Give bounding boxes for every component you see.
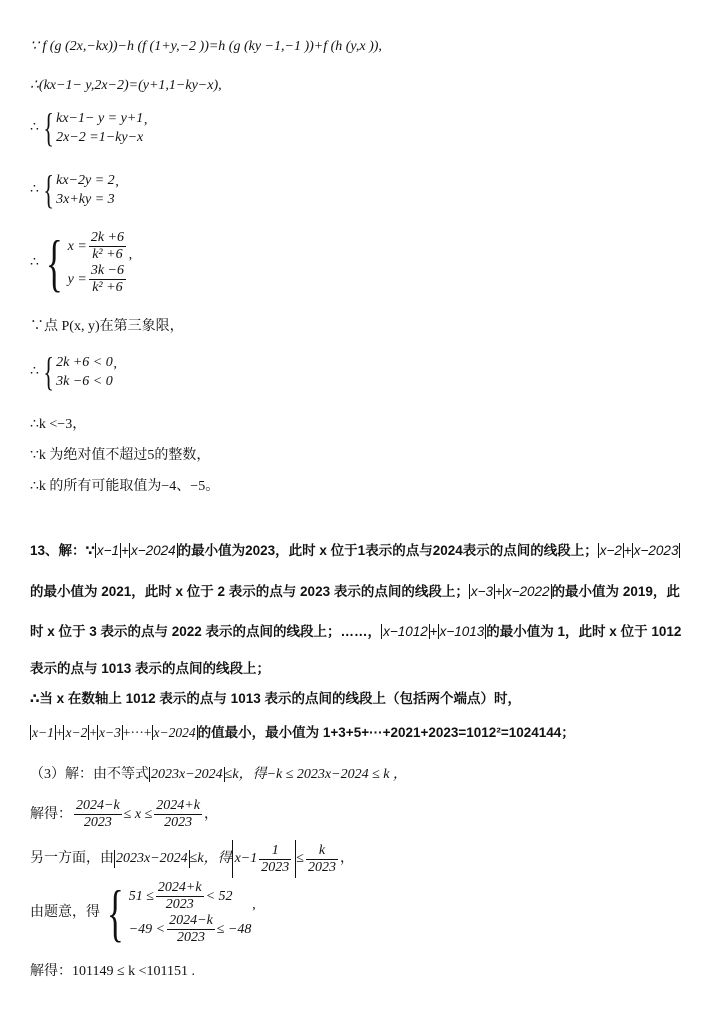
part3-line-2: [30, 798, 218, 831]
text: x−1: [234, 851, 258, 866]
denominator: k² +6: [92, 247, 123, 262]
ellipsis-plus: +···+: [122, 725, 152, 740]
point-quadrant-line: ∵点 P(x, y)在第三象限，: [30, 319, 184, 334]
system-2-row-2: 3x+ky = 3: [56, 192, 115, 207]
numerator: 1: [259, 843, 291, 860]
q13-paragraph-line-4: 表示的点与 1013 表示的点间的线段上；: [30, 661, 271, 676]
abs-expr: 2023x−2024: [151, 767, 223, 782]
abs-expr: x−2024: [153, 725, 196, 740]
text: ，: [203, 806, 218, 822]
abs-expr: x−2: [599, 543, 622, 558]
brace-icon: {: [43, 105, 54, 150]
fraction: [167, 913, 215, 946]
text: −49 <: [128, 922, 166, 937]
denominator: 2023: [83, 815, 112, 830]
brace-icon: {: [43, 349, 54, 394]
text: ≤ −48: [216, 922, 252, 937]
suffix: ’: [251, 905, 257, 920]
part3-line-1: [30, 766, 407, 784]
text: ≤ x ≤: [123, 806, 153, 822]
system-4: [30, 349, 118, 394]
q13-paragraph-line-5: ∴当 x 在数轴上 1012 表示的点与 1013 表示的点间的线段上（包括两个端点）时，: [30, 691, 521, 706]
therefore-symbol: ∴: [30, 120, 39, 135]
denominator: 2023: [307, 859, 336, 875]
text: 解得：: [30, 806, 72, 822]
numerator: 3k −6: [90, 263, 124, 278]
brace-icon: {: [43, 167, 54, 212]
system-3: [30, 227, 133, 298]
therefore-symbol: ∴: [30, 364, 39, 379]
abs-expr: x−2024: [130, 543, 176, 558]
q13-label: 13、解：∵: [30, 543, 95, 558]
system-2: [30, 167, 120, 212]
equation-line-2: ∴(kx−1− y,2x−2)=(y+1,1−ky−x),: [30, 78, 222, 93]
text: ≤k，得−k ≤ 2023x−2024 ≤ k ，: [224, 767, 407, 782]
denominator: 2023: [165, 897, 194, 912]
abs-expr: x−3: [470, 584, 493, 599]
suffix: ’: [112, 364, 118, 379]
text: 由题意，得: [30, 905, 100, 920]
q13-paragraph-line-3: [30, 623, 681, 641]
k-absolute-line: ∵k 为绝对值不超过5的整数，: [30, 448, 211, 463]
text: 另一方面，由: [30, 851, 114, 866]
text: 的最小值为2023，此时 x 位于1表示的点与2024表示的点间的线段上；: [177, 543, 598, 558]
system-3-row-x: [68, 230, 128, 263]
inequality-row-1: [129, 880, 252, 913]
denominator: 2023: [176, 930, 205, 945]
denominator: 2023: [261, 859, 290, 875]
part3-line-3: [30, 840, 354, 878]
brace-icon: {: [45, 227, 63, 298]
abs-expr: 2023x−2024: [116, 851, 188, 866]
brace-icon: {: [106, 877, 124, 948]
system-4-row-2: 3k −6 < 0: [56, 374, 113, 389]
text: ，: [339, 851, 354, 866]
part3-line-4: [30, 877, 257, 948]
suffix: ’: [114, 182, 120, 197]
part3-label: （3）解：由不等式: [30, 767, 149, 782]
denominator: k² +6: [92, 280, 123, 295]
system-1-row-2: 2x−2 =1−ky−x: [56, 130, 144, 145]
system-1-row-1: kx−1− y = y+1: [56, 111, 144, 126]
plus: +: [495, 584, 503, 599]
plus: +: [89, 725, 97, 740]
therefore-symbol: ∴: [30, 182, 39, 197]
abs-expr: x−1012: [383, 624, 428, 639]
fraction: [74, 798, 122, 831]
numerator: 2024−k: [76, 798, 120, 813]
numerator: 2k +6: [90, 230, 124, 245]
fraction: [306, 843, 338, 876]
suffix: ’: [127, 255, 133, 270]
fraction: [156, 880, 204, 913]
label: x =: [67, 239, 87, 254]
text: < 52: [205, 889, 233, 904]
text: 的最小值为 2019，此: [551, 584, 680, 599]
text: ≤k，得: [189, 851, 232, 866]
fraction: [154, 798, 202, 831]
abs-expr: x−1: [96, 543, 120, 558]
abs-expr: x−1: [32, 725, 54, 740]
system-1: [30, 105, 148, 150]
numerator: k: [306, 843, 338, 860]
text: ≤: [296, 851, 304, 866]
k-values-line: ∴k 的所有可能取值为−4、−5。: [30, 479, 220, 494]
abs-expr: x−2023: [633, 543, 679, 558]
numerator: 2024+k: [156, 798, 200, 813]
text: 的最小值为 1，此时 x 位于 1012: [486, 624, 682, 639]
denominator: 2023: [164, 815, 193, 830]
label: y =: [67, 272, 87, 287]
plus: +: [55, 725, 64, 740]
equation-line-1: ∵ f (g (2x,−kx))−h (f (1+y,−2 ))=h (g (ky −1,−1 ))+f (h (y,x )),: [30, 39, 382, 54]
abs-expr: x−2: [65, 725, 88, 740]
therefore-symbol: ∴: [30, 255, 39, 270]
system-2-row-1: kx−2y = 2: [56, 173, 115, 188]
inequality-row-2: [129, 913, 252, 946]
plus: +: [121, 543, 129, 558]
plus: +: [429, 624, 438, 639]
q13-paragraph-line-2: [30, 583, 680, 601]
q13-paragraph-line-1: [30, 542, 680, 560]
suffix: ’: [143, 120, 148, 135]
system-3-row-y: [68, 263, 128, 296]
abs-expr: [232, 840, 297, 878]
part3-line-5: 解得：101149 ≤ k <101151 .: [30, 964, 196, 979]
numerator: 2024−k: [169, 913, 213, 928]
k-less-than-line: ∴k <−3，: [30, 417, 87, 432]
text: 时 x 位于 3 表示的点与 2022 表示的点间的线段上；……，: [30, 624, 382, 639]
numerator: 2024+k: [157, 880, 202, 895]
abs-expr: x−1013: [439, 624, 485, 639]
fraction: [259, 843, 291, 876]
plus: +: [623, 543, 632, 558]
text: 的值最小，最小值为 1+3+5+···+2021+2023=1012²=1024144；: [197, 725, 575, 740]
fraction: [89, 263, 126, 296]
text: 的最小值为 2021，此时 x 位于 2 表示的点与 2023 表示的点间的线段上；: [30, 584, 469, 599]
q13-paragraph-line-6: [30, 724, 575, 742]
abs-expr: x−2022: [504, 584, 550, 599]
text: 51 ≤: [128, 889, 154, 904]
system-4-row-1: 2k +6 < 0: [56, 355, 113, 370]
fraction: [89, 230, 126, 263]
abs-expr: x−3: [98, 725, 121, 740]
